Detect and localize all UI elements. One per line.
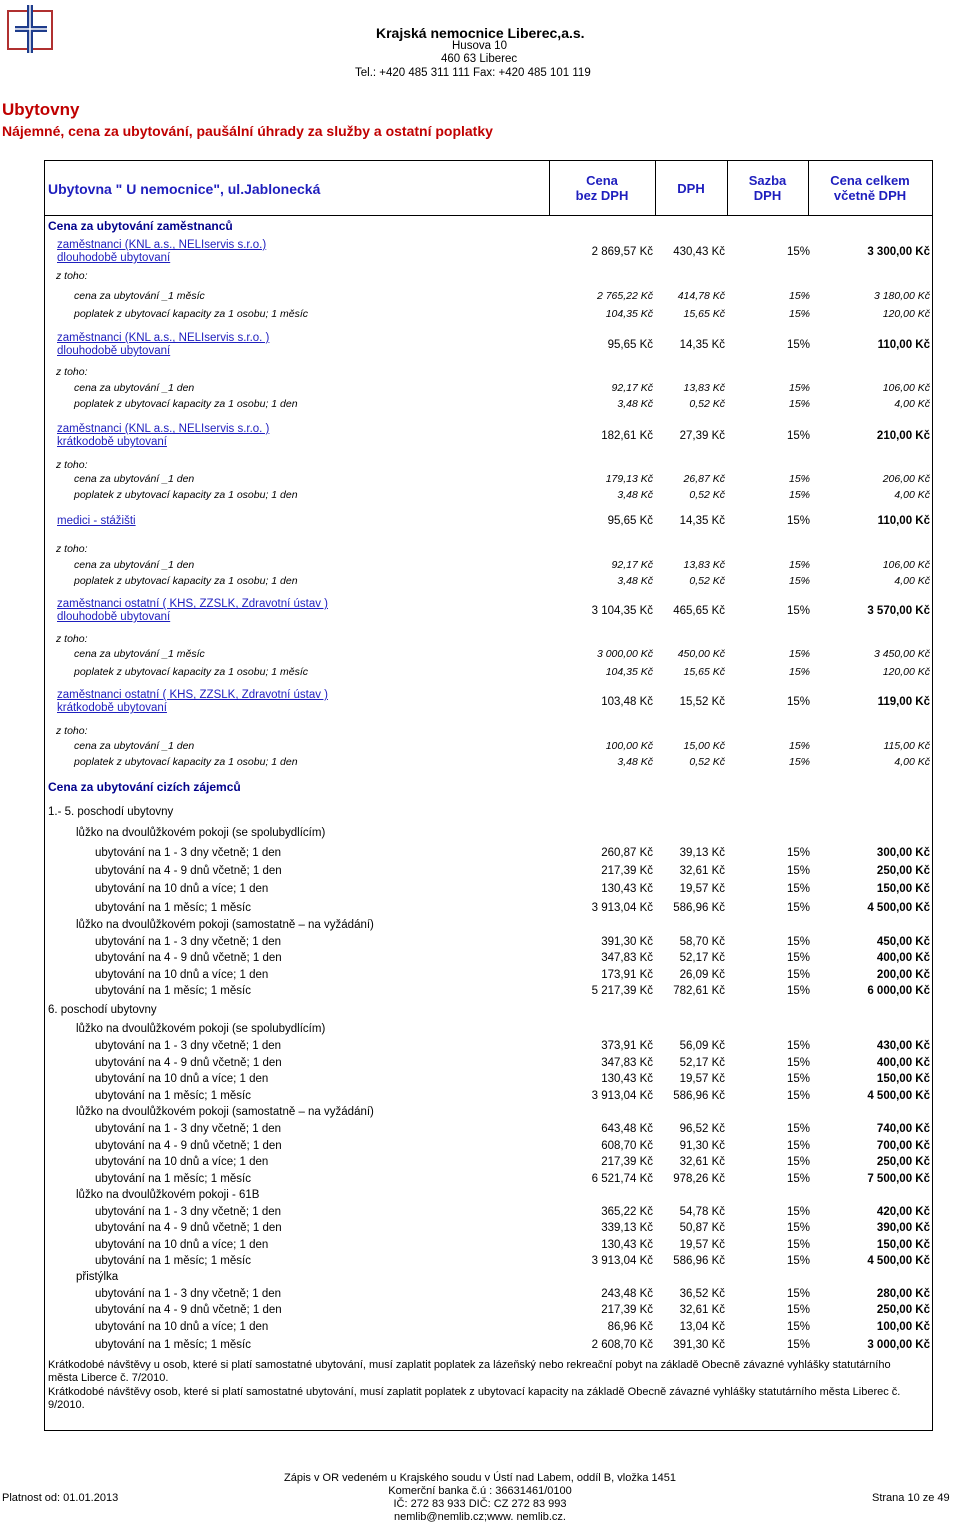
stay-price-vat: 586,96 Kč <box>673 902 725 914</box>
room-type-label: lůžko na dvoulůžkovém pokoji (samostatně – na vyžádání) <box>76 919 374 931</box>
group-summary-price: 95,65 Kč <box>607 339 653 351</box>
item-rate: 15% <box>788 666 810 678</box>
stay-price-price: 173,91 Kč <box>601 969 653 981</box>
stay-price-total: 6 000,00 Kč <box>867 985 930 997</box>
item-total: 4,00 Kč <box>894 398 930 410</box>
stay-duration-label: ubytování na 10 dnů a více; 1 den <box>95 1321 269 1333</box>
stay-price-vat: 586,96 Kč <box>673 1255 725 1267</box>
stay-price-total: 4 500,00 Kč <box>867 1090 930 1102</box>
stay-duration-label: ubytování na 4 - 9 dnů včetně; 1 den <box>95 1140 282 1152</box>
stay-price-vat: 52,17 Kč <box>679 1057 725 1069</box>
validity-date: Platnost od: 01.01.2013 <box>2 1492 119 1504</box>
item-rate: 15% <box>788 740 810 752</box>
group-summary-total: 110,00 Kč <box>877 339 930 351</box>
stay-price-total: 150,00 Kč <box>876 1239 930 1251</box>
stay-price-price: 130,43 Kč <box>601 1073 653 1085</box>
item-rate: 15% <box>788 308 810 320</box>
hostel-name: Ubytovna " U nemocnice", ul.Jablonecká <box>48 181 321 197</box>
item-price: 92,17 Kč <box>611 559 653 571</box>
item-label: cena za ubytování _1 den <box>74 473 195 485</box>
group-summary-rate: 15% <box>786 339 810 351</box>
stay-duration-label: ubytování na 4 - 9 dnů včetně; 1 den <box>95 1057 282 1069</box>
stay-price-price: 130,43 Kč <box>601 1239 653 1251</box>
stay-price-price: 130,43 Kč <box>601 883 653 895</box>
stay-price-vat: 782,61 Kč <box>673 985 725 997</box>
stay-price-price: 3 913,04 Kč <box>591 1255 653 1267</box>
stay-price-price: 347,83 Kč <box>601 952 653 964</box>
item-total: 120,00 Kč <box>882 666 930 678</box>
of-which-label: z toho: <box>56 366 88 378</box>
item-rate: 15% <box>788 489 810 501</box>
group-title: zaměstnanci (KNL a.s., NELIservis s.r.o. ) <box>57 423 270 435</box>
stay-price-total: 250,00 Kč <box>876 1156 930 1168</box>
stay-price-rate: 15% <box>786 1339 810 1351</box>
stay-price-rate: 15% <box>786 1123 810 1135</box>
stay-price-rate: 15% <box>786 1173 810 1185</box>
item-rate: 15% <box>788 398 810 410</box>
stay-price-vat: 50,87 Kč <box>679 1222 725 1234</box>
item-rate: 15% <box>788 473 810 485</box>
stay-price-price: 6 521,74 Kč <box>591 1173 653 1185</box>
group-summary-price: 95,65 Kč <box>607 515 653 527</box>
stay-price-total: 3 000,00 Kč <box>867 1339 930 1351</box>
stay-price-rate: 15% <box>786 1140 810 1152</box>
stay-price-total: 100,00 Kč <box>876 1321 930 1333</box>
foreign-section-title: Cena za ubytování cizích zájemců <box>48 780 241 794</box>
stay-price-total: 390,00 Kč <box>876 1222 930 1234</box>
stay-price-price: 217,39 Kč <box>601 1304 653 1316</box>
stay-price-price: 391,30 Kč <box>601 936 653 948</box>
floor-label: 6. poschodí ubytovny <box>48 1004 157 1016</box>
stay-duration-label: ubytování na 1 měsíc; 1 měsíc <box>95 902 251 914</box>
stay-price-rate: 15% <box>786 936 810 948</box>
item-vat: 0,52 Kč <box>689 575 725 587</box>
stay-price-price: 86,96 Kč <box>607 1321 653 1333</box>
group-summary-vat: 27,39 Kč <box>679 430 725 442</box>
stay-price-rate: 15% <box>786 1288 810 1300</box>
item-rate: 15% <box>788 290 810 302</box>
stay-price-price: 608,70 Kč <box>601 1140 653 1152</box>
item-vat: 26,87 Kč <box>683 473 725 485</box>
item-vat: 414,78 Kč <box>677 290 725 302</box>
group-title: zaměstnanci (KNL a.s., NELIservis s.r.o.) <box>57 239 267 251</box>
stay-price-vat: 39,13 Kč <box>679 847 725 859</box>
stay-price-price: 3 913,04 Kč <box>591 1090 653 1102</box>
group-title: zaměstnanci (KNL a.s., NELIservis s.r.o. ) <box>57 332 270 344</box>
stay-duration-label: ubytování na 1 měsíc; 1 měsíc <box>95 1255 251 1267</box>
item-vat: 15,65 Kč <box>683 308 725 320</box>
col-price-header: Cena bez DPH <box>575 173 629 203</box>
stay-price-price: 347,83 Kč <box>601 1057 653 1069</box>
room-type-label: lůžko na dvoulůžkovém pokoji (se spolubydlícím) <box>76 827 326 839</box>
item-rate: 15% <box>788 648 810 660</box>
page-number: Strana 10 ze 49 <box>872 1492 950 1504</box>
hospital-logo-icon <box>5 3 57 55</box>
company-registration: Zápis v OR vedeném u Krajského soudu v Ústí nad Labem, oddíl B, vložka 1451 Komerční banka č.ú : 36631461/0100 IČ: 272 83 933 DIČ: CZ 272 83 993 nemlib@nemlib.cz;www. nemlib.cz. <box>284 1472 676 1523</box>
group-summary-price: 2 869,57 Kč <box>591 246 653 258</box>
stay-price-price: 5 217,39 Kč <box>591 985 653 997</box>
group-summary-vat: 14,35 Kč <box>679 515 725 527</box>
group-title: zaměstnanci ostatní ( KHS, ZZSLK, Zdravotní ústav ) <box>57 689 328 701</box>
page-subtitle: Nájemné, cena za ubytování, paušální úhrady za služby a ostatní poplatky <box>2 123 493 139</box>
item-label: cena za ubytování _1 den <box>74 740 195 752</box>
stay-price-vat: 32,61 Kč <box>679 865 725 877</box>
stay-price-vat: 978,26 Kč <box>673 1173 725 1185</box>
group-subtitle: krátkodobě ubytovaní <box>57 702 167 714</box>
stay-price-total: 740,00 Kč <box>876 1123 930 1135</box>
stay-duration-label: ubytování na 10 dnů a více; 1 den <box>95 969 269 981</box>
item-vat: 0,52 Kč <box>689 756 725 768</box>
stay-price-total: 450,00 Kč <box>876 936 930 948</box>
item-price: 179,13 Kč <box>605 473 653 485</box>
of-which-label: z toho: <box>56 633 88 645</box>
stay-price-price: 3 913,04 Kč <box>591 902 653 914</box>
col-rate-header: Sazba DPH <box>748 173 787 203</box>
stay-duration-label: ubytování na 1 měsíc; 1 měsíc <box>95 1090 251 1102</box>
group-summary-total: 3 300,00 Kč <box>867 246 930 258</box>
group-summary-total: 210,00 Kč <box>876 430 930 442</box>
stay-price-vat: 19,57 Kč <box>679 1073 725 1085</box>
group-summary-total: 119,00 Kč <box>877 696 930 708</box>
stay-price-total: 400,00 Kč <box>876 952 930 964</box>
stay-price-rate: 15% <box>786 1057 810 1069</box>
group-summary-total: 110,00 Kč <box>877 515 930 527</box>
item-total: 4,00 Kč <box>894 756 930 768</box>
stay-price-vat: 32,61 Kč <box>679 1304 725 1316</box>
item-label: cena za ubytování _1 měsíc <box>74 648 205 660</box>
group-title: zaměstnanci ostatní ( KHS, ZZSLK, Zdravotní ústav ) <box>57 598 328 610</box>
item-total: 4,00 Kč <box>894 575 930 587</box>
item-rate: 15% <box>788 756 810 768</box>
stay-price-rate: 15% <box>786 865 810 877</box>
col-total-header: Cena celkem včetně DPH <box>830 173 910 203</box>
stay-duration-label: ubytování na 10 dnů a více; 1 den <box>95 1239 269 1251</box>
group-summary-vat: 14,35 Kč <box>679 339 725 351</box>
group-subtitle: dlouhodobě ubytovaní <box>57 611 171 623</box>
stay-price-total: 150,00 Kč <box>876 1073 930 1085</box>
stay-price-total: 250,00 Kč <box>876 1304 930 1316</box>
stay-price-rate: 15% <box>786 883 810 895</box>
stay-price-vat: 19,57 Kč <box>679 1239 725 1251</box>
item-total: 3 450,00 Kč <box>873 648 930 660</box>
stay-duration-label: ubytování na 10 dnů a více; 1 den <box>95 1156 269 1168</box>
item-vat: 0,52 Kč <box>689 489 725 501</box>
item-vat: 13,83 Kč <box>683 559 725 571</box>
stay-price-total: 700,00 Kč <box>876 1140 930 1152</box>
note-capacity-fee: Krátkodobé návštěvy osob, které si platí samostatné ubytování, musí zaplatit poplatek z ubytovací kapacity na základě Obecně závazné vyhlášky statutárního města Liberec č. 9/2010. <box>48 1386 901 1411</box>
stay-price-vat: 26,09 Kč <box>679 969 725 981</box>
stay-price-total: 420,00 Kč <box>876 1206 930 1218</box>
group-summary-rate: 15% <box>786 246 810 258</box>
group-subtitle: dlouhodobě ubytovaní <box>57 252 171 264</box>
stay-price-rate: 15% <box>786 985 810 997</box>
stay-price-total: 150,00 Kč <box>876 883 930 895</box>
stay-price-vat: 54,78 Kč <box>679 1206 725 1218</box>
stay-price-rate: 15% <box>786 1304 810 1316</box>
item-vat: 15,00 Kč <box>683 740 725 752</box>
floor-label: 1.- 5. poschodí ubytovny <box>48 806 174 818</box>
stay-price-vat: 19,57 Kč <box>679 883 725 895</box>
stay-price-vat: 96,52 Kč <box>679 1123 725 1135</box>
item-total: 106,00 Kč <box>882 559 930 571</box>
group-summary-rate: 15% <box>786 696 810 708</box>
group-summary-vat: 465,65 Kč <box>673 605 725 617</box>
stay-price-total: 400,00 Kč <box>876 1057 930 1069</box>
stay-price-rate: 15% <box>786 969 810 981</box>
item-price: 3 000,00 Kč <box>596 648 653 660</box>
stay-price-price: 2 608,70 Kč <box>591 1339 653 1351</box>
stay-duration-label: ubytování na 1 měsíc; 1 měsíc <box>95 1173 251 1185</box>
item-price: 104,35 Kč <box>605 666 653 678</box>
item-total: 120,00 Kč <box>882 308 930 320</box>
room-type-label: lůžko na dvoulůžkovém pokoji (se spolubydlícím) <box>76 1023 326 1035</box>
stay-price-rate: 15% <box>786 902 810 914</box>
hospital-name: Krajská nemocnice Liberec,a.s. <box>376 25 585 41</box>
hospital-street: Husova 10 <box>452 40 507 52</box>
item-total: 3 180,00 Kč <box>873 290 930 302</box>
stay-price-price: 373,91 Kč <box>601 1040 653 1052</box>
group-summary-price: 103,48 Kč <box>601 696 653 708</box>
stay-price-vat: 58,70 Kč <box>679 936 725 948</box>
item-total: 4,00 Kč <box>894 489 930 501</box>
stay-duration-label: ubytování na 10 dnů a více; 1 den <box>95 1073 269 1085</box>
stay-price-price: 339,13 Kč <box>601 1222 653 1234</box>
item-label: poplatek z ubytovací kapacity za 1 osobu; 1 den <box>74 489 298 501</box>
room-type-label: lůžko na dvoulůžkovém pokoji - 61B <box>76 1189 260 1201</box>
stay-duration-label: ubytování na 1 - 3 dny včetně; 1 den <box>95 1123 282 1135</box>
stay-price-total: 200,00 Kč <box>876 969 930 981</box>
room-type-label: přistýlka <box>76 1271 119 1283</box>
employees-section-title: Cena za ubytování zaměstnanců <box>48 219 233 233</box>
stay-price-price: 217,39 Kč <box>601 1156 653 1168</box>
stay-price-total: 250,00 Kč <box>876 865 930 877</box>
group-summary-rate: 15% <box>786 430 810 442</box>
stay-duration-label: ubytování na 4 - 9 dnů včetně; 1 den <box>95 1304 282 1316</box>
stay-price-rate: 15% <box>786 1239 810 1251</box>
stay-duration-label: ubytování na 1 - 3 dny včetně; 1 den <box>95 847 282 859</box>
item-vat: 450,00 Kč <box>677 648 725 660</box>
item-label: poplatek z ubytovací kapacity za 1 osobu; 1 měsíc <box>74 666 309 678</box>
stay-price-price: 365,22 Kč <box>601 1206 653 1218</box>
stay-duration-label: ubytování na 10 dnů a více; 1 den <box>95 883 269 895</box>
item-price: 104,35 Kč <box>605 308 653 320</box>
stay-duration-label: ubytování na 1 měsíc; 1 měsíc <box>95 985 251 997</box>
item-price: 92,17 Kč <box>611 382 653 394</box>
stay-price-rate: 15% <box>786 1040 810 1052</box>
group-summary-price: 182,61 Kč <box>601 430 653 442</box>
item-label: cena za ubytování _1 den <box>74 559 195 571</box>
stay-price-rate: 15% <box>786 1090 810 1102</box>
item-total: 115,00 Kč <box>883 740 930 752</box>
stay-duration-label: ubytování na 1 - 3 dny včetně; 1 den <box>95 936 282 948</box>
stay-price-price: 217,39 Kč <box>601 865 653 877</box>
of-which-label: z toho: <box>56 543 88 555</box>
stay-duration-label: ubytování na 1 - 3 dny včetně; 1 den <box>95 1288 282 1300</box>
stay-price-rate: 15% <box>786 1222 810 1234</box>
stay-price-vat: 56,09 Kč <box>679 1040 725 1052</box>
stay-price-vat: 91,30 Kč <box>679 1140 725 1152</box>
of-which-label: z toho: <box>56 270 88 282</box>
group-subtitle: dlouhodobě ubytovaní <box>57 345 171 357</box>
item-rate: 15% <box>788 559 810 571</box>
item-vat: 0,52 Kč <box>689 398 725 410</box>
stay-price-rate: 15% <box>786 1321 810 1333</box>
group-summary-vat: 15,52 Kč <box>679 696 725 708</box>
stay-price-vat: 13,04 Kč <box>679 1321 725 1333</box>
stay-price-rate: 15% <box>786 1255 810 1267</box>
stay-duration-label: ubytování na 1 měsíc; 1 měsíc <box>95 1339 251 1351</box>
item-label: poplatek z ubytovací kapacity za 1 osobu; 1 den <box>74 575 298 587</box>
item-label: poplatek z ubytovací kapacity za 1 osobu; 1 měsíc <box>74 308 309 320</box>
hospital-city: 460 63 Liberec <box>441 53 518 65</box>
stay-price-price: 260,87 Kč <box>601 847 653 859</box>
item-vat: 13,83 Kč <box>683 382 725 394</box>
stay-duration-label: ubytování na 4 - 9 dnů včetně; 1 den <box>95 1222 282 1234</box>
stay-price-total: 300,00 Kč <box>876 847 930 859</box>
item-price: 3,48 Kč <box>617 398 653 410</box>
item-price: 2 765,22 Kč <box>596 290 653 302</box>
group-subtitle: krátkodobě ubytovaní <box>57 436 167 448</box>
group-summary-price: 3 104,35 Kč <box>591 605 653 617</box>
of-which-label: z toho: <box>56 725 88 737</box>
stay-duration-label: ubytování na 1 - 3 dny včetně; 1 den <box>95 1040 282 1052</box>
item-price: 3,48 Kč <box>617 489 653 501</box>
stay-price-total: 4 500,00 Kč <box>867 1255 930 1267</box>
stay-price-rate: 15% <box>786 1156 810 1168</box>
item-rate: 15% <box>788 382 810 394</box>
group-summary-total: 3 570,00 Kč <box>867 605 930 617</box>
col-vat-header: DPH <box>677 181 705 196</box>
stay-price-rate: 15% <box>786 1206 810 1218</box>
stay-duration-label: ubytování na 4 - 9 dnů včetně; 1 den <box>95 865 282 877</box>
stay-duration-label: ubytování na 1 - 3 dny včetně; 1 den <box>95 1206 282 1218</box>
stay-price-vat: 52,17 Kč <box>679 952 725 964</box>
stay-duration-label: ubytování na 4 - 9 dnů včetně; 1 den <box>95 952 282 964</box>
group-summary-vat: 430,43 Kč <box>673 246 725 258</box>
stay-price-vat: 36,52 Kč <box>679 1288 725 1300</box>
note-spa-fee: Krátkodobé návštěvy u osob, které si platí samostatné ubytování, musí zaplatit poplatek za lázeňský nebo rekreační pobyt na základě Obecně závazné vyhlášky statutárního města Liberce č. 7/2010. <box>48 1359 891 1384</box>
item-label: poplatek z ubytovací kapacity za 1 osobu; 1 den <box>74 398 298 410</box>
stay-price-vat: 391,30 Kč <box>673 1339 725 1351</box>
item-price: 3,48 Kč <box>617 575 653 587</box>
stay-price-total: 430,00 Kč <box>876 1040 930 1052</box>
item-label: cena za ubytování _1 den <box>74 382 195 394</box>
stay-price-price: 643,48 Kč <box>601 1123 653 1135</box>
stay-price-price: 243,48 Kč <box>601 1288 653 1300</box>
stay-price-total: 280,00 Kč <box>876 1288 930 1300</box>
item-vat: 15,65 Kč <box>683 666 725 678</box>
item-total: 106,00 Kč <box>882 382 930 394</box>
of-which-label: z toho: <box>56 459 88 471</box>
stay-price-rate: 15% <box>786 847 810 859</box>
item-total: 206,00 Kč <box>882 473 930 485</box>
group-title: medici - stážišti <box>57 515 136 527</box>
page-title: Ubytovny <box>2 100 80 119</box>
stay-price-vat: 32,61 Kč <box>679 1156 725 1168</box>
stay-price-total: 7 500,00 Kč <box>867 1173 930 1185</box>
stay-price-vat: 586,96 Kč <box>673 1090 725 1102</box>
item-label: poplatek z ubytovací kapacity za 1 osobu; 1 den <box>74 756 298 768</box>
stay-price-rate: 15% <box>786 952 810 964</box>
hospital-phone: Tel.: +420 485 311 111 Fax: +420 485 101 119 <box>355 67 591 79</box>
room-type-label: lůžko na dvoulůžkovém pokoji (samostatně – na vyžádání) <box>76 1106 374 1118</box>
stay-price-total: 4 500,00 Kč <box>867 902 930 914</box>
item-price: 100,00 Kč <box>605 740 653 752</box>
stay-price-rate: 15% <box>786 1073 810 1085</box>
item-price: 3,48 Kč <box>617 756 653 768</box>
item-rate: 15% <box>788 575 810 587</box>
group-summary-rate: 15% <box>786 515 810 527</box>
group-summary-rate: 15% <box>786 605 810 617</box>
item-label: cena za ubytování _1 měsíc <box>74 290 205 302</box>
